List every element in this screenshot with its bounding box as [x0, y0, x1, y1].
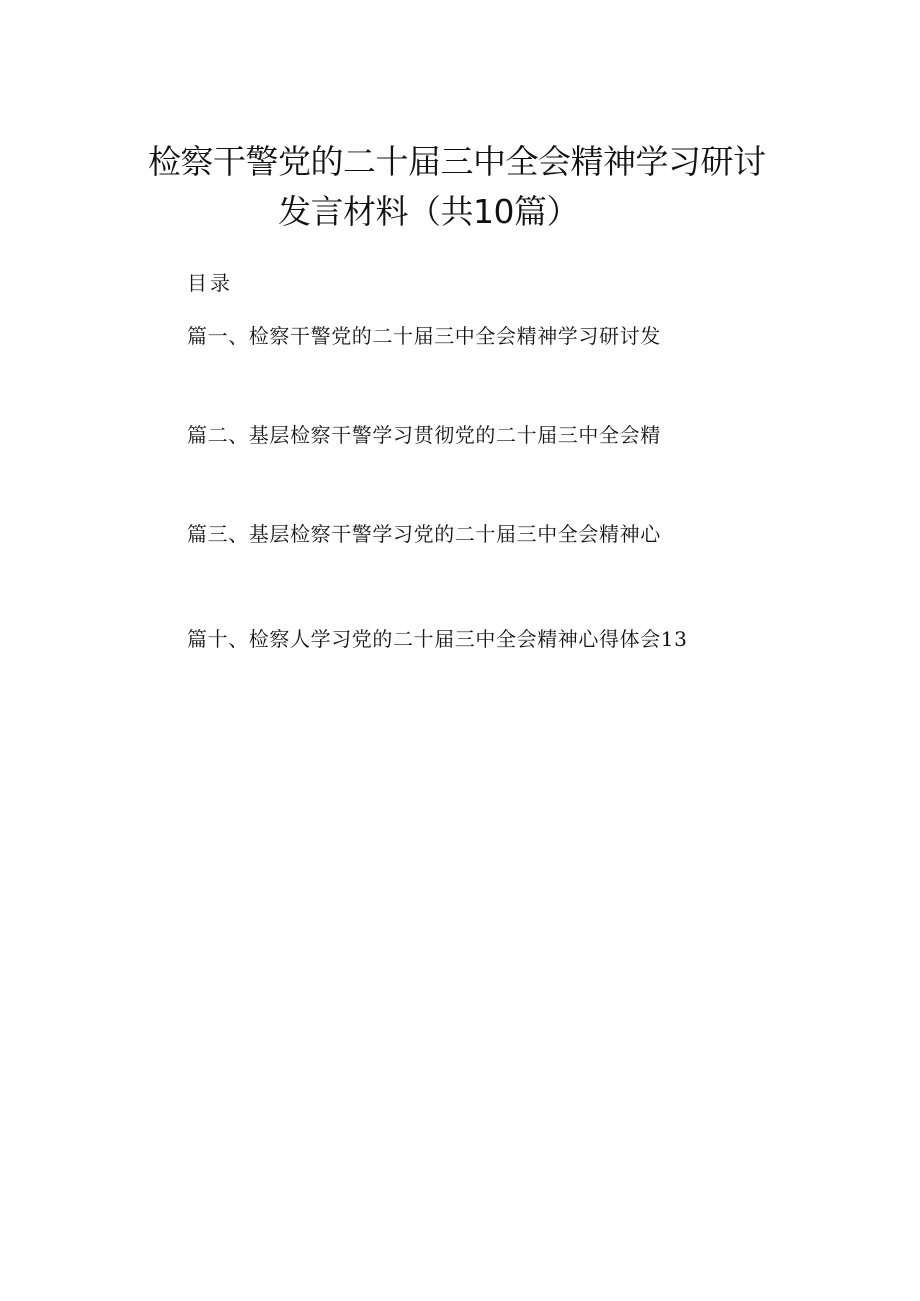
document-title-line-2: 发言材料（共10篇）: [278, 192, 579, 231]
document-title-line-1: 检察干警党的二十届三中全会精神学习研讨: [148, 142, 766, 181]
toc-item-3: 篇三、基层检察干警学习党的二十届三中全会精神心: [187, 522, 661, 546]
toc-item-1: 篇一、检察干警党的二十届三中全会精神学习研讨发: [187, 324, 661, 348]
toc-item-10: 篇十、检察人学习党的二十届三中全会精神心得体会13: [187, 627, 688, 651]
table-of-contents-heading: 目录: [187, 271, 233, 295]
toc-item-2: 篇二、基层检察干警学习贯彻党的二十届三中全会精: [187, 423, 661, 447]
